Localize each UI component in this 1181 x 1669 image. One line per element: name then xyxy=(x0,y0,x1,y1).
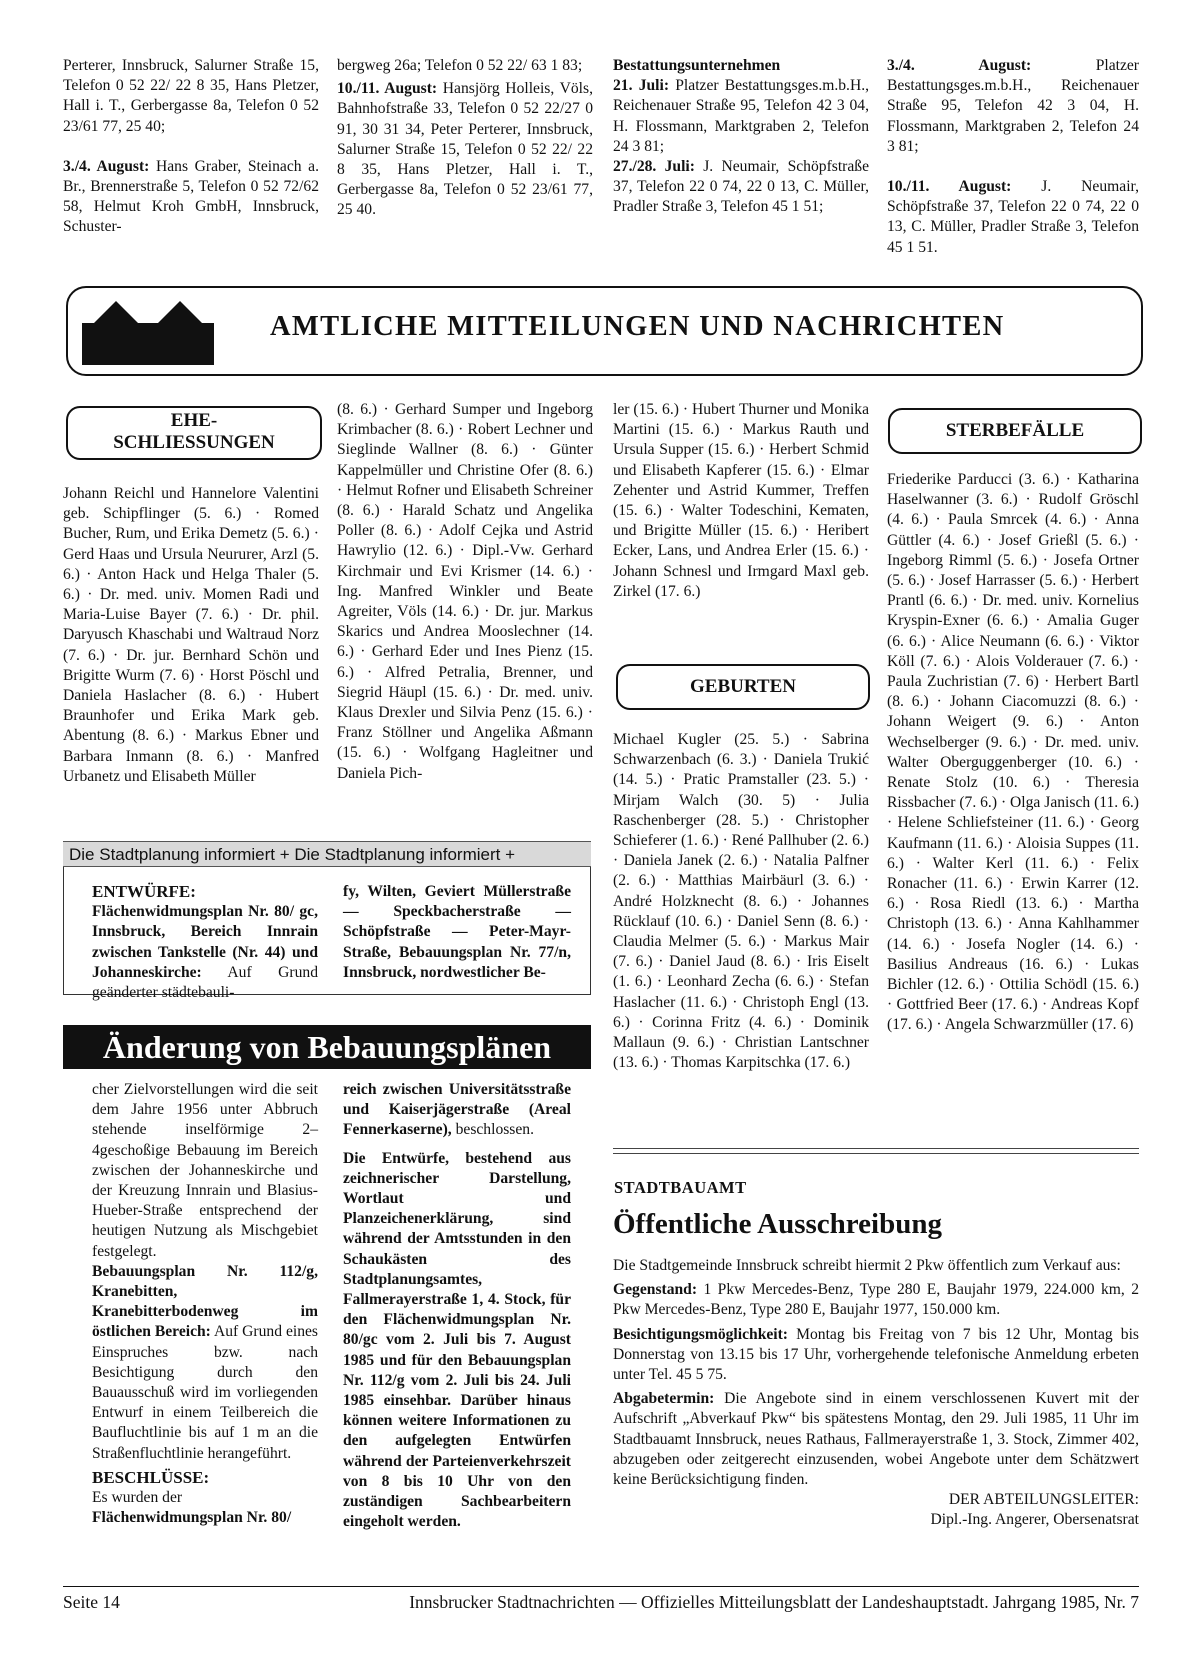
banner-title: AMTLICHE MITTEILUNGEN UND NACHRICHTEN xyxy=(270,311,1005,342)
paragraph-text: 1 Pkw Mercedes-Benz, Type 280 E, Baujahr 1979, 224.000 km, 2 Pkw Mercedes-Benz, Type 280 E, Baujahr 1977, 150.000 km. xyxy=(613,1281,1139,1319)
paragraph-text: J. Neumair, Schöpfstraße 37, Telefon 22 0 74, 22 0 13, C. Müller, Pradler Straße 3, Telefon 45 1 51. xyxy=(887,178,1139,256)
bold-text: Die Entwürfe, bestehend aus zeichnerischer Darstellung, Wortlaut und Planzeichenerklärung, sind während der Amtsstunden in den Schaukästen des Stadtplanungsamtes, Fallmerayerstraße 1, 4. Stock, für den Flächenwidmungsplan Nr. 80/gc vom 2. Juli bis 7. August 1985 und für den Bebauungsplan Nr. 112/g vom 2. Juli bis 24. Juli 1985 einsehbar. Darüber hinaus können weitere Informationen zu den aufgelegten Entwürfen während der Parteienverkehrszeit von 8 bis 10 Uhr von den zuständigen Sachbearbeitern eingeholt werden. xyxy=(343,1149,571,1531)
heading-line: EHE- xyxy=(170,410,218,431)
paragraph: Es wurden der xyxy=(92,1489,183,1507)
date-label: 10./11. August: xyxy=(337,80,438,98)
signature-title: DER ABTEILUNGSLEITER: xyxy=(948,1491,1139,1509)
section-heading: Bestattungsunternehmen xyxy=(613,57,781,74)
stadtplanung-strip: Die Stadtplanung informiert + Die Stadtplanung informiert + xyxy=(63,841,591,867)
page-number: Seite 14 xyxy=(63,1592,120,1612)
bold-text: Flächenwidmungsplan Nr. 80/ xyxy=(92,1509,292,1527)
geburten-heading xyxy=(616,664,870,710)
paragraph: cher Zielvorstellungen wird die seit dem Jahre 1956 unter Abbruch stehende inselförmige 2–4geschoßige Bebauung im Bereich zwischen der Johanneskirche und der Kreuzung Innrain und Blasius-Hueber-Straße entsprechend der heutigen Nutzung als Mischgebiet festgelegt. xyxy=(92,1081,318,1260)
date-label: 3./4. August: xyxy=(63,157,150,175)
paragraph xyxy=(63,157,319,238)
label: Besichtigungsmöglichkeit: xyxy=(613,1325,789,1343)
paragraph-text: Hans Graber, Steinach a. Br., Brennerstraße 5, Telefon 0 52 72/62 58, Helmut Kroh GmbH, Innsbruck, Schuster- xyxy=(63,157,320,236)
paragraph-text: J. Neumair, Schöpfstraße 37, Telefon 22 0 74, 22 0 13, C. Müller, Pradler Straße 3, Telefon 45 1 51; xyxy=(613,158,869,216)
eheschliessungen-col-1 xyxy=(63,484,319,787)
paragraph: (8. 6.) · Gerhard Sumper und Ingeborg Krimbacher (8. 6.) · Robert Lechner und Sieglinde Wallner (8. 6.) · Günter Kappelmüller und Christine Ofer (8. 6.) · Helmut Rofner und Elisabeth Schreiner (8. 6.) · Harald Schatz und Angelika Poller (8. 6.) · Adolf Cejka und Astrid Hawrylio (12. 6.) · Dipl.-Vw. Gerhard Kirchmair und Evi Krismer (14. 6.) · Ing. Manfred Winkler und Beate Agreiter, Völs (14. 6.) · Dr. jur. Markus Skarics und Andrea Mooslechner (14. 6.) · Gerhard Eder und Ines Pienz (15. 6.) · Alfred Petralia, Brenner, und Siegrid Häupl (15. 6.) · Dr. med. univ. Klaus Drexler und Silvia Penz (15. 6.) · Franz Stöllner und Angelika Aßmann (15. 6.) · Wolfgang Hagleitner und Daniela Pich- xyxy=(337,401,593,782)
section-rule xyxy=(613,1148,1139,1154)
geburten-column xyxy=(613,730,869,1073)
bebauung-col-1 xyxy=(92,1080,318,1528)
heading-line: SCHLIESSUNGEN xyxy=(113,432,275,453)
top-column-2 xyxy=(337,56,593,221)
innsbruck-arms-icon xyxy=(82,293,214,365)
date-label: 10./11. August: xyxy=(887,178,1012,196)
bold-text: reich zwischen Universitätsstraße und Kaiserjägerstraße (Areal Fennerkaserne), xyxy=(343,1081,571,1139)
paragraph: Michael Kugler (25. 5.) · Sabrina Schwarzenbach (6. 3.) · Daniela Trukić (14. 5.) · Pratic Pramstaller (23. 5.) · Mirjam Walch (30. 5) · Julia Raschenberger (28. 5.) · Christopher Schieferer (1. 6.) · René Pallhuber (2. 6.) · Daniela Janek (2. 6.) · Natalia Palfner (2. 6.) · Matthias Mairbäurl (3. 6.) · André Holzknecht (8. 6.) · Johannes Rücklauf (10. 6.) · Daniel Senn (8. 6.) · Claudia Melmer (5. 6.) · Markus Mair (7. 6.) · Daniel Jaud (8. 6.) · Iris Eiselt (1. 6.) · Leonhard Zecha (6. 6.) · Stefan Haslacher (11. 6.) · Christoph Engl (13. 6.) · Corinna Fritz (4. 6.) · Dominik Mallaun (9. 6.) · Christian Lantschner (13. 6.) · Thomas Karpitschka (17. 6.) xyxy=(613,731,869,1072)
top-column-1 xyxy=(63,56,319,238)
paragraph-text: Montag bis Freitag von 7 bis 12 Uhr, Montag bis Donnerstag von 13.15 bis 17 Uhr, vorhergehende telefonische Anmeldung erbeten unter Tel. 45 5 75. xyxy=(613,1325,1139,1384)
paragraph-text: Die Angebote sind in einem verschlossenen Kuvert mit der Aufschrift „Abverkauf Pkw“ bis spätestens Montag, den 29. Juli 1985, 11 Uhr im Stadtbauamt Innsbruck, neues Rathaus, Fallmerayerstraße 1, 3. Stock, Zimmer 402, abzugeben oder zeitgerecht einzusenden, wobei Angebote unter dem Schätzwert keine Berücksichtigung finden. xyxy=(613,1390,1139,1489)
ausschreibung-body xyxy=(613,1256,1139,1531)
publication-line: Innsbrucker Stadtnachrichten — Offizielles Mitteilungsblatt der Landeshauptstadt. Jahrgang 1985, Nr. 7 xyxy=(409,1592,1139,1612)
paragraph: Friederike Parducci (3. 6.) · Katharina Haselwanner (3. 6.) · Rudolf Gröschl (4. 6.) · Paula Smrcek (4. 6.) · Anna Güttler (4. 6.) · Josef Grießl (5. 6.) · Ingeborg Rimml (5. 6.) · Josefa Ortner (5. 6.) · Josef Harrasser (5. 6.) · Herbert Prantl (6. 6.) · Dr. med. univ. Kornelius Kryspin-Exner (6. 6.) · Amalia Guger (6. 6.) · Alice Neumann (6. 6.) · Viktor Köll (7. 6.) · Alois Volderauer (7. 6.) · Paula Zuchristian (7. 6) · Herbert Bartl (8. 6.) · Johann Ciacomuzzi (8. 6.) · Johann Weigert (9. 6.) · Anton Wechselberger (9. 6.) · Dr. med. univ. Walter Oberguggenberger (10. 6.) · Renate Stolz (10. 6.) · Theresia Rissbacher (7. 6.) · Olga Janisch (11. 6.) · Helene Schliefsteiner (11. 6.) · Georg Kaufmann (11. 6.) · Aloisia Suppes (11. 6.) · Walter Kerl (11. 6.) · Felix Ronacher (11. 6.) · Erwin Karrer (12. 6.) · Rosa Riedl (13. 6.) · Martha Christoph (13. 6.) · Anna Kahlhammer (14. 6.) · Josefa Nogler (14. 6.) · Basilius Andreaus (16. 6.) · Lukas Bichler (12. 6.) · Ottilia Schödl (15. 6.) · Gottfried Beer (17. 6.) · Andreas Kopf (17. 6.) · Angela Schwarzmüller (17. 6) xyxy=(887,471,1139,1034)
paragraph-text: Auf Grund geänderter städtebauli- xyxy=(92,963,318,1002)
paragraph xyxy=(343,1080,571,1141)
paragraph xyxy=(613,76,869,157)
paragraph: Die Stadtgemeinde Innsbruck schreibt hiermit 2 Pkw öffentlich zum Verkauf aus: xyxy=(613,1257,1121,1274)
bebauungsplaene-title: Änderung von Bebauungsplänen xyxy=(63,1025,591,1069)
eheschliessungen-heading xyxy=(66,406,322,460)
stadtbauamt-label: STADTBAUAMT xyxy=(614,1178,747,1197)
sterbefaelle-heading xyxy=(888,408,1142,454)
sterbefaelle-column xyxy=(887,470,1139,1036)
label: Gegenstand: xyxy=(613,1281,698,1299)
eheschliessungen-col-2 xyxy=(337,400,593,784)
paragraph-text: Platzer Bestattungsges.m.b.H., Reichenauer Straße 95, Telefon 42 3 04, H. Flossmann, Marktgraben 2, Telefon 24 3 81; xyxy=(887,57,1139,155)
paragraph xyxy=(337,79,593,220)
eheschliessungen-col-3 xyxy=(613,400,869,602)
beschluesse-heading: BESCHLÜSSE: xyxy=(92,1467,210,1487)
signature-name: Dipl.-Ing. Angerer, Obersenatsrat xyxy=(930,1511,1139,1529)
paragraph xyxy=(887,177,1139,258)
paragraph-text: beschlossen. xyxy=(451,1121,534,1139)
bold-text: Flächenwidmungsplan Nr. 80/ gc, Innsbruck, Bereich Innrain zwischen Tankstelle (Nr. 44) und Johanneskirche: xyxy=(92,903,318,981)
paragraph xyxy=(92,902,318,1003)
date-label: 21. Juli: xyxy=(613,77,670,95)
top-column-4 xyxy=(887,56,1139,258)
paragraph: ler (15. 6.) · Hubert Thurner und Monika Martini (15. 6.) · Markus Rauth und Ursula Supper (15. 6.) · Herbert Schmid und Elisabeth Kapferer (15. 6.) · Elmar Zehenter und Astrid Kummer, Treffen (15. 6.) · Walter Todeschini, Kematen, und Brigitte Müller (15. 6.) · Heribert Ecker, Lans, und Andrea Erler (15. 6.) · Johann Schnesl und Irmgard Maxl geb. Zirkel (17. 6.) xyxy=(613,401,869,600)
entwuerfe-col-1 xyxy=(92,882,318,1003)
footer-rule xyxy=(63,1586,1139,1587)
paragraph-text: Platzer Bestattungsges.m.b.H., Reichenauer Straße 95, Telefon 42 3 04, H. Flossmann, Marktgraben 2, Telefon 24 3 81; xyxy=(613,77,870,155)
paragraph xyxy=(92,1262,318,1464)
paragraph: bergweg 26a; Telefon 0 52 22/ 63 1 83; xyxy=(337,57,583,74)
top-column-3 xyxy=(613,56,869,218)
paragraph xyxy=(613,1280,1139,1320)
date-label: 27./28. Juli: xyxy=(613,158,695,176)
paragraph-text: Hansjörg Holleis, Völs, Bahnhofstraße 33, Telefon 0 52 22/27 0 91, 30 31 34, Peter Perterer, Innsbruck, Salurner Straße 15, Telefon 0 52 22/ 22 8 35, Hans Pletzer, Hall i. T., Gerbergasse 8a, Telefon 0 52 23/61 77, 25 40. xyxy=(337,80,593,219)
ausschreibung-title: Öffentliche Ausschreibung xyxy=(613,1208,942,1240)
bebauung-col-2 xyxy=(343,1080,571,1532)
bold-text: Bebauungsplan Nr. 112/g, Kranebitten, Kranebitterbodenweg im östlichen Bereich: xyxy=(92,1262,318,1341)
bold-text: fy, Wilten, Geviert Müllerstraße — Speckbacherstraße — Schöpfstraße — Peter-Mayr-Straße, Bebauungsplan Nr. 77/n, Innsbruck, nordwestlicher Be- xyxy=(343,883,571,981)
paragraph xyxy=(887,56,1139,157)
paragraph xyxy=(613,157,869,218)
paragraph xyxy=(613,1389,1139,1490)
entwuerfe-heading: ENTWÜRFE: xyxy=(92,882,196,901)
heading-text: GEBURTEN xyxy=(690,676,796,697)
entwuerfe-col-2 xyxy=(343,882,571,983)
paragraph xyxy=(613,1325,1139,1386)
heading-text: STERBEFÄLLE xyxy=(945,420,1085,441)
paragraph-text: Auf Grund eines Einspruches bzw. nach Besichtigung durch den Bauausschuß wird im vorliegenden Entwurf in einem Teilbereich die Baufluchtlinie bis auf 1 m an die Straßenfluchtlinie herangeführt. xyxy=(92,1323,318,1462)
label: Abgabetermin: xyxy=(613,1390,715,1408)
paragraph: Perterer, Innsbruck, Salurner Straße 15, Telefon 0 52 22/ 22 8 35, Hans Pletzer, Hall i. T., Gerbergasse 8a, Telefon 0 52 23/61 77, 25 40; xyxy=(63,57,319,135)
paragraph: Johann Reichl und Hannelore Valentini geb. Schipflinger (5. 6.) · Romed Bucher, Rum, und Erika Demetz (5. 6.) · Gerd Haas und Ursula Neururer, Arzl (5. 6.) · Anton Hack und Helga Thaler (5. 6.) · Dr. med. univ. Momen Radi und Maria-Luise Bayer (7. 6.) · Dr. phil. Daryusch Khaschabi und Waltraud Norz (7. 6.) · Dr. jur. Bernhard Schön und Brigitte Wurm (7. 6) · Horst Pöschl und Daniela Haslacher (8. 6.) · Hubert Braunhofer und Erika Mark geb. Abentung (8. 6.) · Markus Ebner und Barbara Inmann (8. 6.) · Manfred Urbanetz und Elisabeth Müller xyxy=(63,485,319,785)
date-label: 3./4. August: xyxy=(887,57,1032,74)
